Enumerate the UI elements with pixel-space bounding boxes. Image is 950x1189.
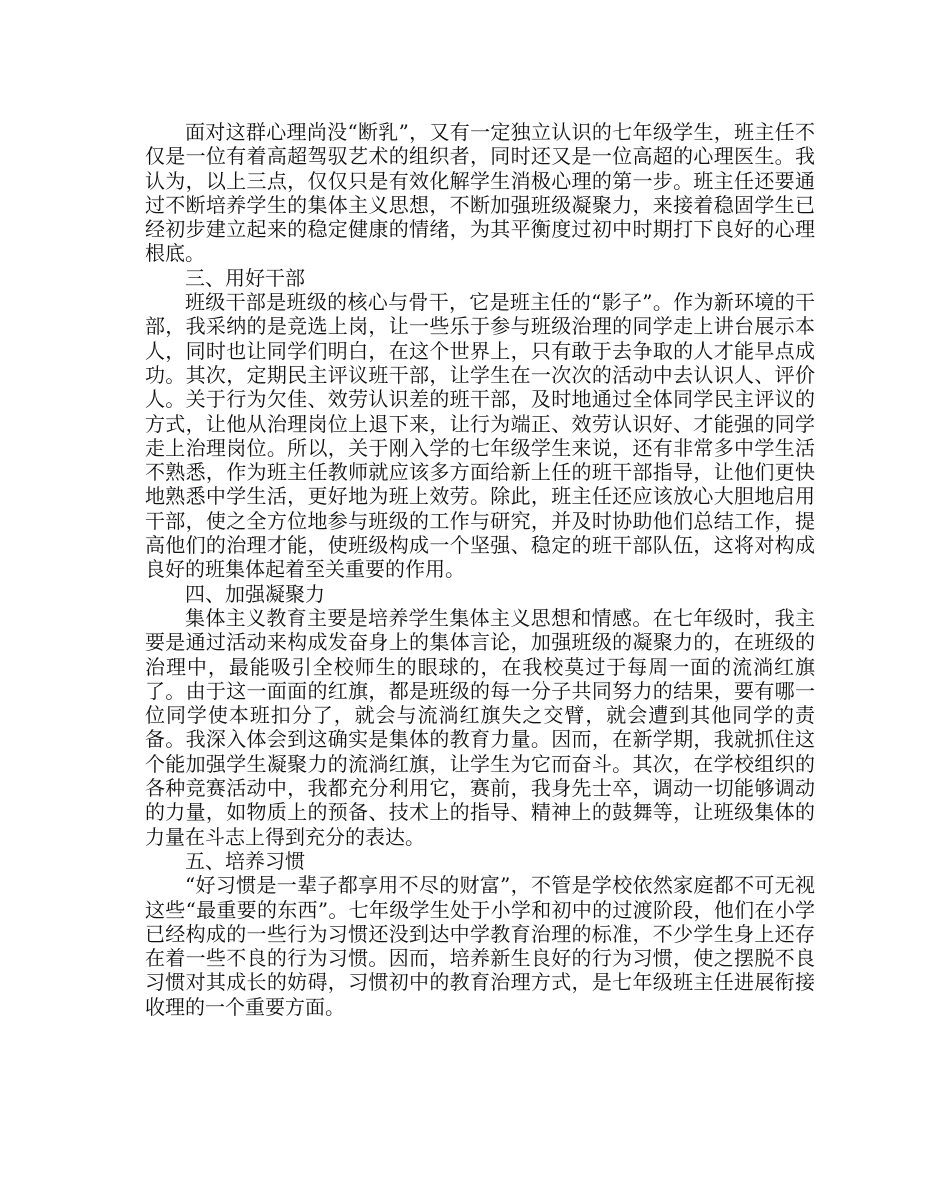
paragraph-cadres: 班级干部是班级的核心与骨干，它是班主任的“影子”。作为新环境的干部，我采纳的是竞选上岗，让一些乐于参与班级治理的同学走上讲台展示本人，同时也让同学们明白，在这个世界上，只有敢于去争取的人才能早点成功。其次，定期民主评议班干部，让学生在一次次的活动中去认识人、评价人。关于行为欠佳、效劳认识差的班干部，及时地通过全体同学民主评议的方式，让他从治理岗位上退下来，让行为端正、效劳认识好、才能强的同学走上治理岗位。所以，关于刚入学的七年级学生来说，还有非常多中学生活不熟悉，作为班主任教师就应该多方面给新上任的班干部指导，让他们更快地熟悉中学生活，更好地为班上效劳。除此，班主任还应该放心大胆地启用干部，使之全方位地参与班级的工作与研究，并及时协助他们总结工作，提高他们的治理才能，使班级构成一个坚强、稳定的班干部队伍，这将对构成良好的班集体起着至关重要的作用。 xyxy=(145,290,815,582)
paragraph-cohesion: 集体主义教育主要是培养学生集体主义思想和情感。在七年级时，我主要是通过活动来构成发奋身上的集体言论，加强班级的凝聚力的，在班级的治理中，最能吸引全校师生的眼球的，在我校莫过于每周一面的流淌红旗了。由于这一面面的红旗，都是班级的每一分子共同努力的结果，要有哪一位同学使本班扣分了，就会与流淌红旗失之交臂，就会遭到其他同学的责备。我深入体会到这确实是集体的教育力量。因而，在新学期，我就抓住这个能加强学生凝聚力的流淌红旗，让学生为它而奋斗。其次，在学校组织的各种竞赛活动中，我都充分利用它，赛前，我身先士卒，调动一切能够调动的力量，如物质上的预备、技术上的指导、精神上的鼓舞等，让班级集体的力量在斗志上得到充分的表达。 xyxy=(145,605,815,849)
section-heading-habits: 五、培养习惯 xyxy=(185,848,305,873)
document-body xyxy=(145,120,815,1019)
section-heading-cohesion: 四、加强凝聚力 xyxy=(185,581,325,606)
section-heading-cadres: 三、用好干部 xyxy=(185,265,305,290)
paragraph-habits: “好习惯是一辈子都享用不尽的财富”，不管是学校依然家庭都不可无视这些“最重要的东西”。七年级学生处于小学和初中的过渡阶段，他们在小学已经构成的一些行为习惯还没到达中学教育治理的标准，不少学生身上还存在着一些不良的行为习惯。因而，培养新生良好的行为习惯，使之摆脱不良习惯对其成长的妨碍，习惯初中的教育治理方式，是七年级班主任进展衔接收理的一个重要方面。 xyxy=(145,873,815,1019)
paragraph-psychology: 面对这群心理尚没“断乳”，又有一定独立认识的七年级学生，班主任不仅是一位有着高超驾驭艺术的组织者，同时还又是一位高超的心理医生。我认为，以上三点，仅仅只是有效化解学生消极心理的第一步。班主任还要通过不断培养学生的集体主义思想，不断加强班级凝聚力，来接着稳固学生已经初步建立起来的稳定健康的情绪，为其平衡度过初中时期打下良好的心理根底。 xyxy=(145,120,815,266)
